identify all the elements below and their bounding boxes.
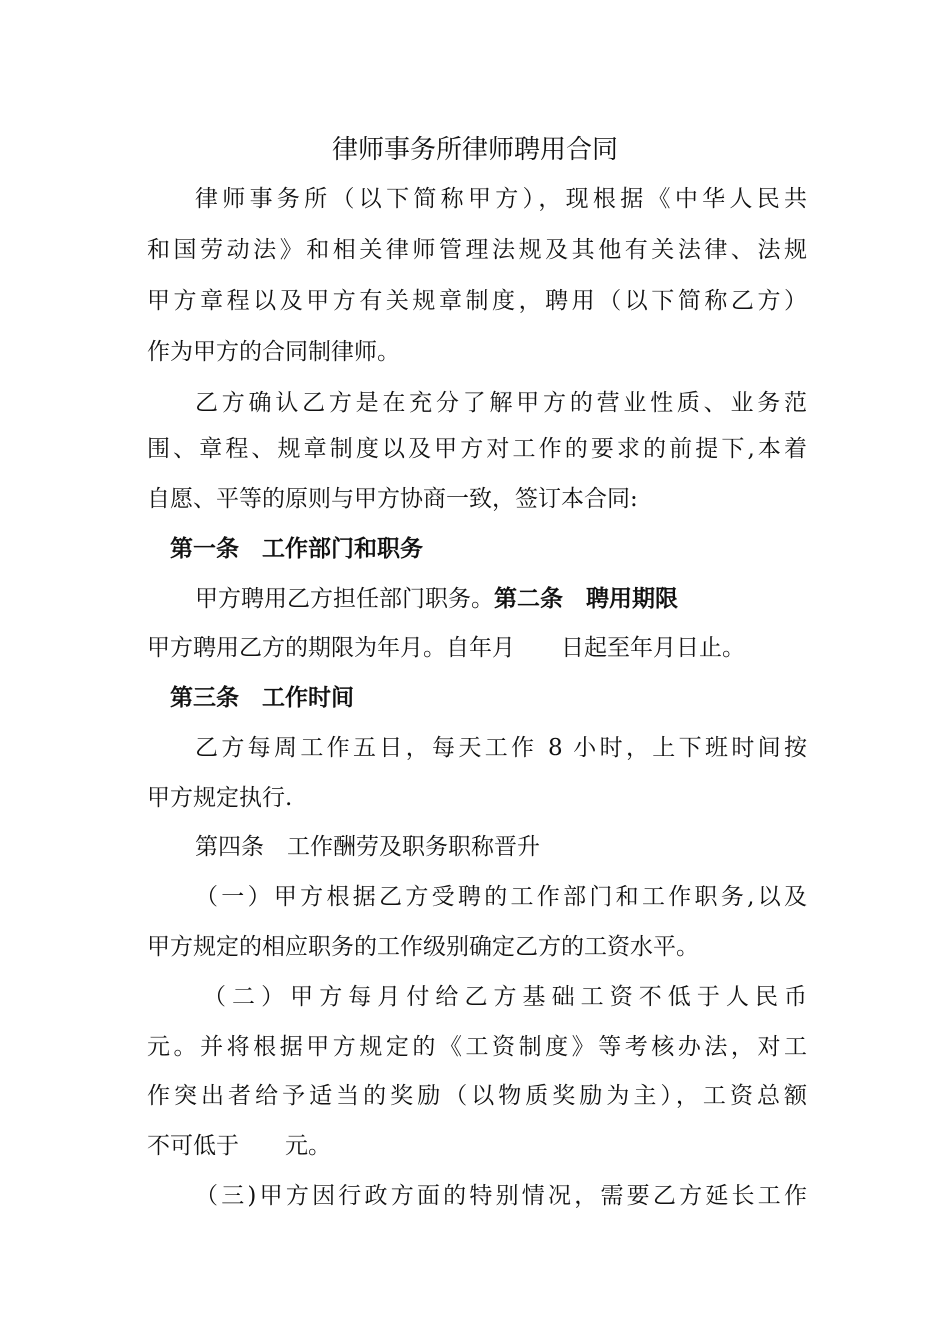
article-1-text: 甲方聘用乙方担任部门职务。: [195, 586, 494, 612]
article-4-p2-line-3: 作突出者给予适当的奖励（以物质奖励为主），工资总额: [147, 1083, 807, 1109]
article-3-line-2: 甲方规定执行.: [147, 785, 293, 811]
preamble-line-1: 律师事务所（以下简称甲方），现根据《中华人民共: [195, 186, 807, 212]
article-4-heading: 第四条 工作酬劳及职务职称晋升: [195, 834, 540, 860]
article-4-p1-line-1: （一）甲方根据乙方受聘的工作部门和工作职务,以及: [195, 884, 807, 910]
article-3-heading: 第三条 工作时间: [170, 685, 354, 711]
article-4-p3-line-1: （三)甲方因行政方面的特别情况，需要乙方延长工作: [195, 1183, 807, 1209]
article-3-line-1: 乙方每周工作五日，每天工作 8 小时，上下班时间按: [195, 735, 807, 761]
article-4-p1-line-2: 甲方规定的相应职务的工作级别确定乙方的工资水平。: [147, 934, 699, 960]
document-title: 律师事务所律师聘用合同: [331, 135, 618, 165]
article-4-p2-line-4: 不可低于 元。: [147, 1133, 331, 1159]
preamble-line-4: 作为甲方的合同制律师。: [147, 339, 400, 365]
preamble-line-3: 甲方章程以及甲方有关规章制度，聘用（以下简称乙方）: [147, 288, 807, 314]
preamble-line-2: 和国劳动法》和相关律师管理法规及其他有关法律、法规: [147, 237, 807, 263]
article-2-heading: 第二条 聘用期限: [494, 586, 678, 612]
confirm-line-2: 围、章程、规章制度以及甲方对工作的要求的前提下,本着: [147, 436, 807, 462]
article-2-text: 甲方聘用乙方的期限为年月。自年月 日起至年月日止。: [147, 635, 745, 661]
article-1-2-line: [195, 585, 807, 613]
article-4-p2-line-2: 元。并将根据甲方规定的《工资制度》等考核办法，对工: [147, 1034, 807, 1060]
confirm-line-1: 乙方确认乙方是在充分了解甲方的营业性质、业务范: [195, 390, 807, 416]
article-1-heading: 第一条 工作部门和职务: [170, 536, 423, 562]
confirm-line-3: 自愿、平等的原则与甲方协商一致，签订本合同:: [147, 486, 638, 512]
article-4-p2-line-1: （二）甲方每月付给乙方基础工资不低于人民币: [203, 984, 807, 1010]
